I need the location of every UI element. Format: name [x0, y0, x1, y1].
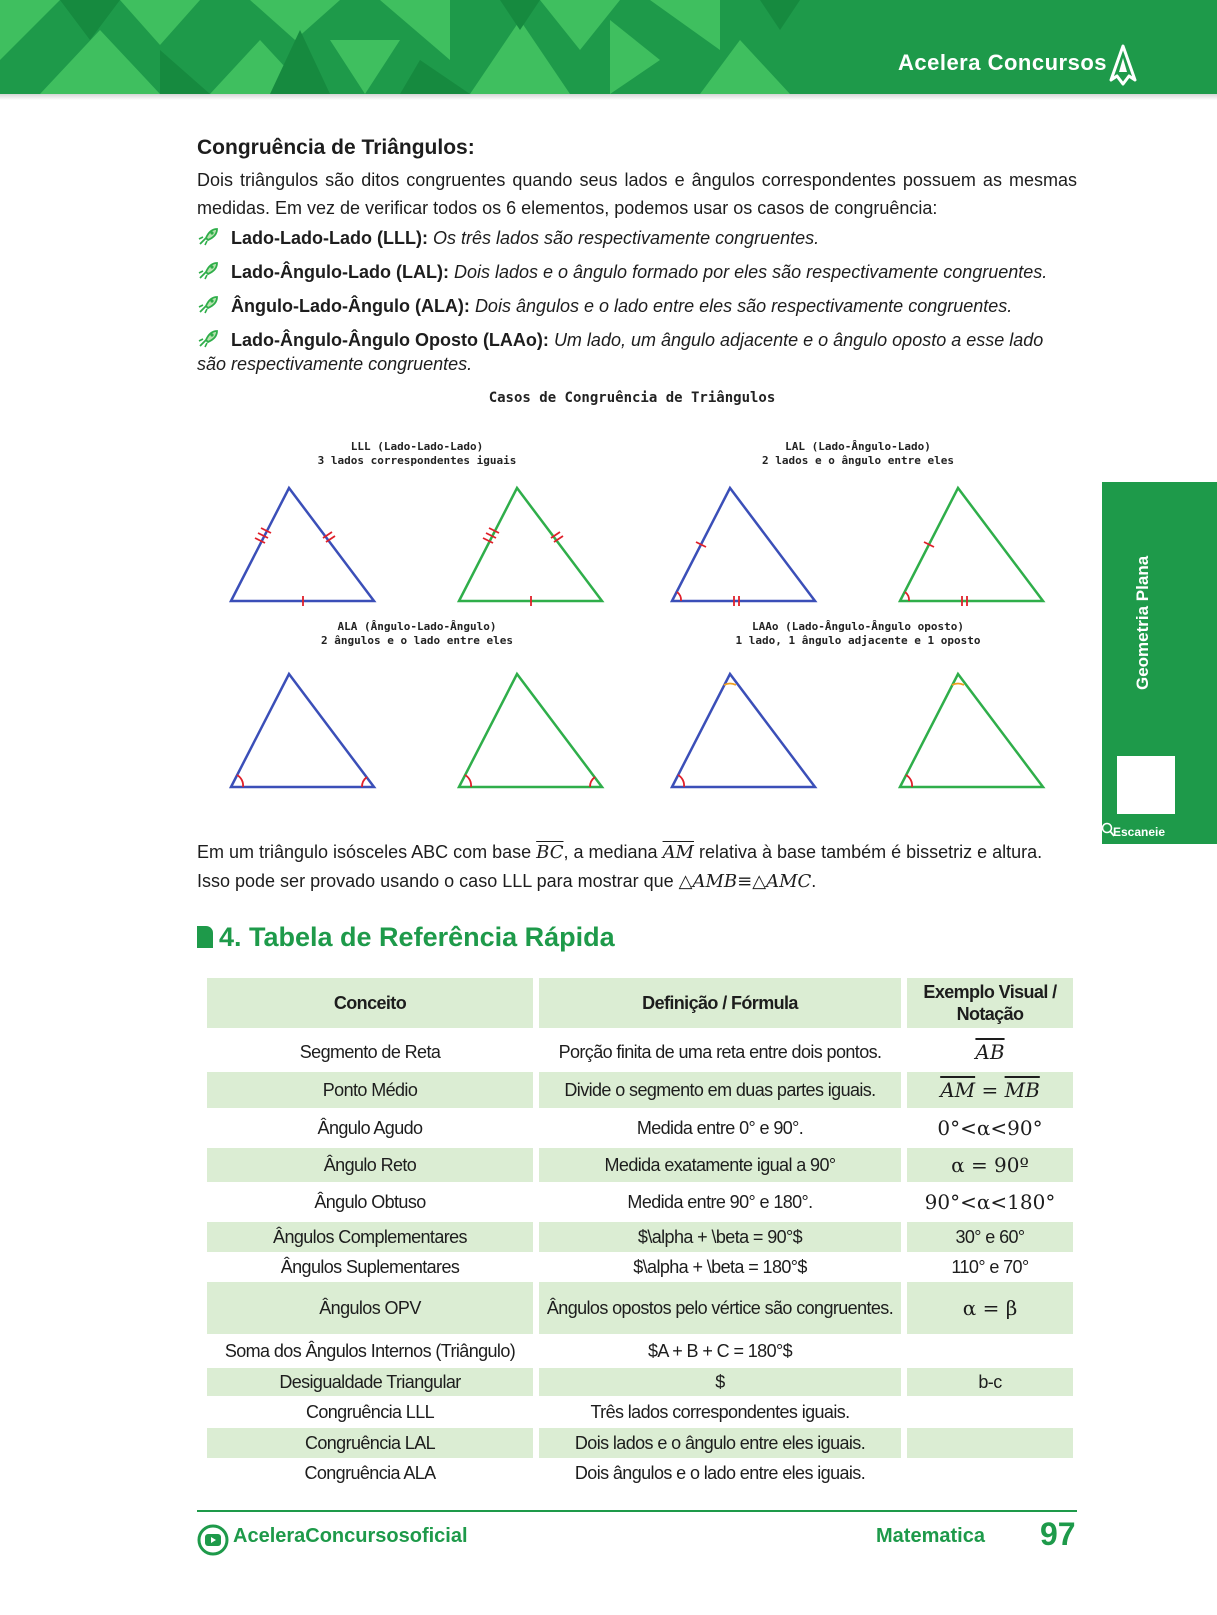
footer-subject: Matematica	[876, 1525, 985, 1547]
panel-subtitle-ala: 2 ângulos e o lado entre eles	[320, 634, 514, 647]
segment-am: $\overline{AM}$	[662, 842, 694, 863]
rocket-bullet-icon	[197, 295, 219, 315]
segment-bc: $\overline{BC}$	[536, 842, 564, 863]
rocket-logo-icon	[1109, 44, 1137, 86]
page-number: 97	[1040, 1516, 1076, 1552]
triangle-lal-blue	[672, 488, 815, 606]
channel-link[interactable]: AceleraConcursosoficial	[233, 1525, 468, 1547]
quick-reference-table	[201, 978, 1079, 1488]
list-item: Lado-Lado-Lado (LLL): Os três lados são respectivamente congruentes.	[197, 226, 1077, 250]
figure-title: Casos de Congruência de Triângulos	[488, 390, 776, 406]
rocket-bullet-icon	[197, 329, 219, 349]
list-item: Lado-Ângulo-Lado (LAL): Dois lados e o ângulo formado por eles são respectivamente congruentes.	[197, 260, 1077, 284]
congruence-case-list	[197, 226, 1077, 376]
panel-title-laao: LAAo (Lado-Ângulo-Ângulo oposto)	[752, 620, 964, 633]
panel-subtitle-lal: 2 lados e o ângulo entre eles	[761, 454, 955, 467]
triangle-lal-green	[900, 488, 1043, 606]
brand-name: Acelera Concursos	[897, 50, 1107, 75]
panel-title-lal: LAL (Lado-Ângulo-Lado)	[785, 440, 931, 453]
col-header-definition: Definição / Fórmula	[539, 978, 901, 1032]
table-row: Congruência LLL Três lados correspondentes iguais.	[305, 1401, 850, 1422]
scan-label: Escaneie	[1113, 825, 1166, 839]
section-title: 4. Tabela de Referência Rápida	[197, 922, 615, 953]
congruence-cases-figure	[197, 384, 1077, 804]
table-row: Ângulo Obtuso Medida entre 90° e 180°. 90°<α<180°	[314, 1190, 1056, 1214]
congruence-section	[197, 136, 1077, 386]
panel-title-ala: ALA (Ângulo-Lado-Ângulo)	[337, 620, 497, 633]
congruence-title: Congruência de Triângulos:	[197, 136, 475, 159]
panel-title-lll: LLL (Lado-Lado-Lado)	[350, 440, 484, 453]
isosceles-paragraph: Em um triângulo isósceles ABC com base $\overline{BC}$, a mediana $\overline{AM}$ relativa à base também é bissetriz e altura. Isso pode ser provado usando o caso LLL para mostrar que △AMB≡△AMC.	[197, 842, 1043, 892]
table-row: Segmento de Reta Porção finita de uma reta entre dois pontos. $\overline{AB}$	[299, 1040, 1005, 1064]
table-header-row	[207, 978, 1073, 1032]
panel-subtitle-lll: 3 lados correspondentes iguais	[317, 454, 517, 467]
table-row: Ângulo Reto Medida exatamente igual a 90° α = 90º	[207, 1148, 1073, 1182]
table-row: Congruência ALA Dois ângulos e o lado entre eles iguais.	[304, 1462, 866, 1483]
table-row: Soma dos Ângulos Internos (Triângulo) $A + B + C = 180°$	[224, 1340, 792, 1361]
youtube-icon[interactable]	[197, 1524, 229, 1556]
table-row: Ângulo Agudo Medida entre 0° e 90°. 0°<α<90°	[317, 1116, 1043, 1140]
col-header-example: Exemplo Visual / Notação	[907, 978, 1073, 1032]
chapter-label: Geometria Plana	[1133, 555, 1152, 690]
panel-subtitle-laao: 1 lado, 1 ângulo adjacente e 1 oposto	[735, 634, 981, 647]
triangle-ala-green	[459, 674, 602, 787]
table-row: Ângulos OPV Ângulos opostos pelo vértice são congruentes. α = β	[207, 1282, 1073, 1334]
footer-divider	[197, 1510, 1077, 1512]
triangle-ala-blue	[231, 674, 374, 787]
page-header	[0, 0, 1217, 94]
header-shadow	[0, 94, 1217, 100]
triangle-lll-blue	[231, 488, 374, 606]
congruence-intro: Dois triângulos são ditos congruentes quando seus lados e ângulos correspondentes possuem as mesmas medidas. Em vez de verificar todos os 6 elementos, podemos usar os casos de congruência:	[197, 170, 1077, 218]
table-row: Congruência LAL Dois lados e o ângulo entre eles iguais.	[207, 1428, 1073, 1458]
list-item: Ângulo-Lado-Ângulo (ALA): Dois ângulos e o lado entre eles são respectivamente congruentes.	[197, 294, 1077, 318]
rocket-bullet-icon	[197, 261, 219, 281]
list-item: Lado-Ângulo-Ângulo Oposto (LAAo): Um lado, um ângulo adjacente e o ângulo oposto a esse lado são respectivamente congruentes.	[197, 330, 1044, 374]
col-header-concept: Conceito	[207, 978, 533, 1032]
table-row: Desigualdade Triangular $ b-c	[207, 1368, 1073, 1396]
table-row: Ponto Médio Divide o segmento em duas partes iguais. $\overline{AM} = \overline{MB}$	[207, 1072, 1073, 1108]
triangle-lll-green	[459, 488, 602, 606]
section-marker	[197, 926, 213, 948]
rocket-bullet-icon	[197, 227, 219, 247]
table-row: Ângulos Complementares $\alpha + \beta = 90°$ 30° e 60°	[207, 1222, 1073, 1252]
triangle-laao-blue	[672, 674, 815, 787]
triangle-laao-green	[900, 674, 1043, 787]
qr-code[interactable]	[1117, 756, 1175, 814]
table-row: Ângulos Suplementares $\alpha + \beta = 180°$ 110° e 70°	[280, 1256, 1029, 1277]
congruence-formula: △AMB≡△AMC	[678, 871, 812, 892]
header-pattern	[0, 0, 1217, 94]
